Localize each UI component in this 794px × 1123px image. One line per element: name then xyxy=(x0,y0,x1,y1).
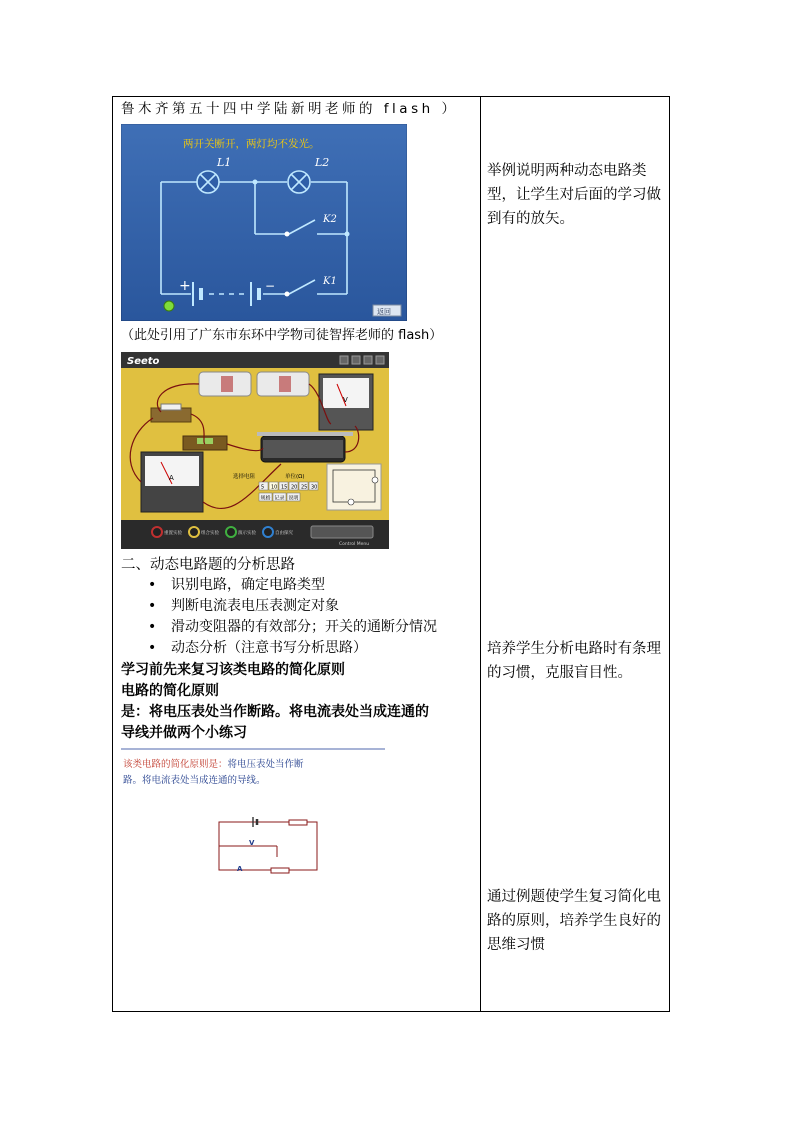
svg-text:V: V xyxy=(343,396,348,404)
simplification-figure xyxy=(121,747,389,877)
switch-label-k1: K1 xyxy=(323,276,337,287)
svg-text:+: + xyxy=(179,278,191,294)
seeto-brand: Seeto xyxy=(127,356,160,367)
control-menu-button-label: 演示实验 xyxy=(238,531,256,536)
switch-label-k2: K2 xyxy=(323,214,337,225)
list-item: • 滑动变阻器的有效部分；开关的通断分情况 xyxy=(148,619,437,635)
analysis-steps-list xyxy=(121,575,437,659)
svg-text:返回: 返回 xyxy=(377,308,391,316)
resistor-option-label: 10 xyxy=(271,484,278,491)
flash-caption: （此处引用了广东市东环中学物司徒智挥老师的 flash） xyxy=(121,328,443,343)
meter-a-label: A xyxy=(237,865,243,873)
lamp-label-l2: L2 xyxy=(315,156,330,169)
note-analysis-habit: 培养学生分析电路时有条理的习惯，克服盲目性。 xyxy=(487,641,661,681)
resistor-option-label: 30 xyxy=(311,484,318,491)
svg-text:路。将电流表处当成连通的导线。: 路。将电流表处当成连通的导线。 xyxy=(123,775,266,786)
note-example-review: 通过例题使学生复习简化电路的原则，培养学生良好的思维习惯 xyxy=(487,889,661,953)
window-minimize-icon[interactable] xyxy=(340,356,348,364)
control-menu-button[interactable] xyxy=(226,527,236,537)
credit-line: 鲁木齐第五十四中学陆新明老师的 flash ） xyxy=(121,101,459,117)
action-button-label: 记录 xyxy=(274,495,285,502)
list-item: • 动态分析（注意书写分析思路） xyxy=(148,640,367,656)
flash-banner: 两开关断开，两灯均不发光。 xyxy=(183,138,320,150)
note-dynamic-circuit-types: 举例说明两种动态电路类型，让学生对后面的学习做到有的放矢。 xyxy=(487,163,661,227)
status-led-icon xyxy=(164,301,174,311)
control-menu-label: Control Menu xyxy=(339,542,370,547)
svg-text:−: − xyxy=(265,279,276,293)
column-divider xyxy=(480,97,481,1011)
resistor-option-label: 15 xyxy=(281,484,288,491)
junction-dot xyxy=(253,180,258,185)
window-close-icon[interactable] xyxy=(376,356,384,364)
list-item: • 判断电流表电压表测定对象 xyxy=(148,598,339,614)
control-menu-button-label: 自由探究 xyxy=(275,531,293,536)
resistor-option-label: 25 xyxy=(301,484,308,491)
lesson-table xyxy=(112,96,670,1012)
svg-text:选择电阻: 选择电阻 xyxy=(233,474,256,480)
resistor-option-label: 5 xyxy=(261,484,265,491)
control-menu-button-label: 组合实验 xyxy=(201,531,219,536)
window-help-icon[interactable] xyxy=(352,356,360,364)
resistor-option-label: 20 xyxy=(291,484,298,491)
paragraph-review: 学习前先来复习该类电路的简化原则 xyxy=(121,662,345,678)
control-menu-button-label: 重置实验 xyxy=(164,531,182,536)
control-menu-button[interactable] xyxy=(263,527,273,537)
window-maximize-icon[interactable] xyxy=(364,356,372,364)
svg-text:A: A xyxy=(169,474,174,482)
flash-circuit-figure xyxy=(121,124,407,321)
list-item: • 识别电路，确定电路类型 xyxy=(148,577,325,593)
seeto-lab-figure xyxy=(121,352,389,549)
control-menu-button[interactable] xyxy=(189,527,199,537)
paragraph-principle-line1: 是：将电压表处当作断路。将电流表处当成连通的 xyxy=(121,704,429,720)
paragraph-principle-heading: 电路的简化原则 xyxy=(121,683,219,699)
action-button-label: 说明 xyxy=(288,495,299,502)
paragraph-principle-line2: 导线并做两个小练习 xyxy=(121,725,247,741)
svg-text:单位(Ω): 单位(Ω) xyxy=(285,474,305,480)
svg-text:该类电路的简化原则是：将电压表处当作断: 该类电路的简化原则是：将电压表处当作断 xyxy=(123,759,304,770)
meter-v-label: V xyxy=(249,839,255,847)
lamp-label-l1: L1 xyxy=(217,156,232,169)
section-title: 二、动态电路题的分析思路 xyxy=(121,557,295,573)
action-button-label: 规格 xyxy=(260,495,271,502)
control-menu-button[interactable] xyxy=(152,527,162,537)
